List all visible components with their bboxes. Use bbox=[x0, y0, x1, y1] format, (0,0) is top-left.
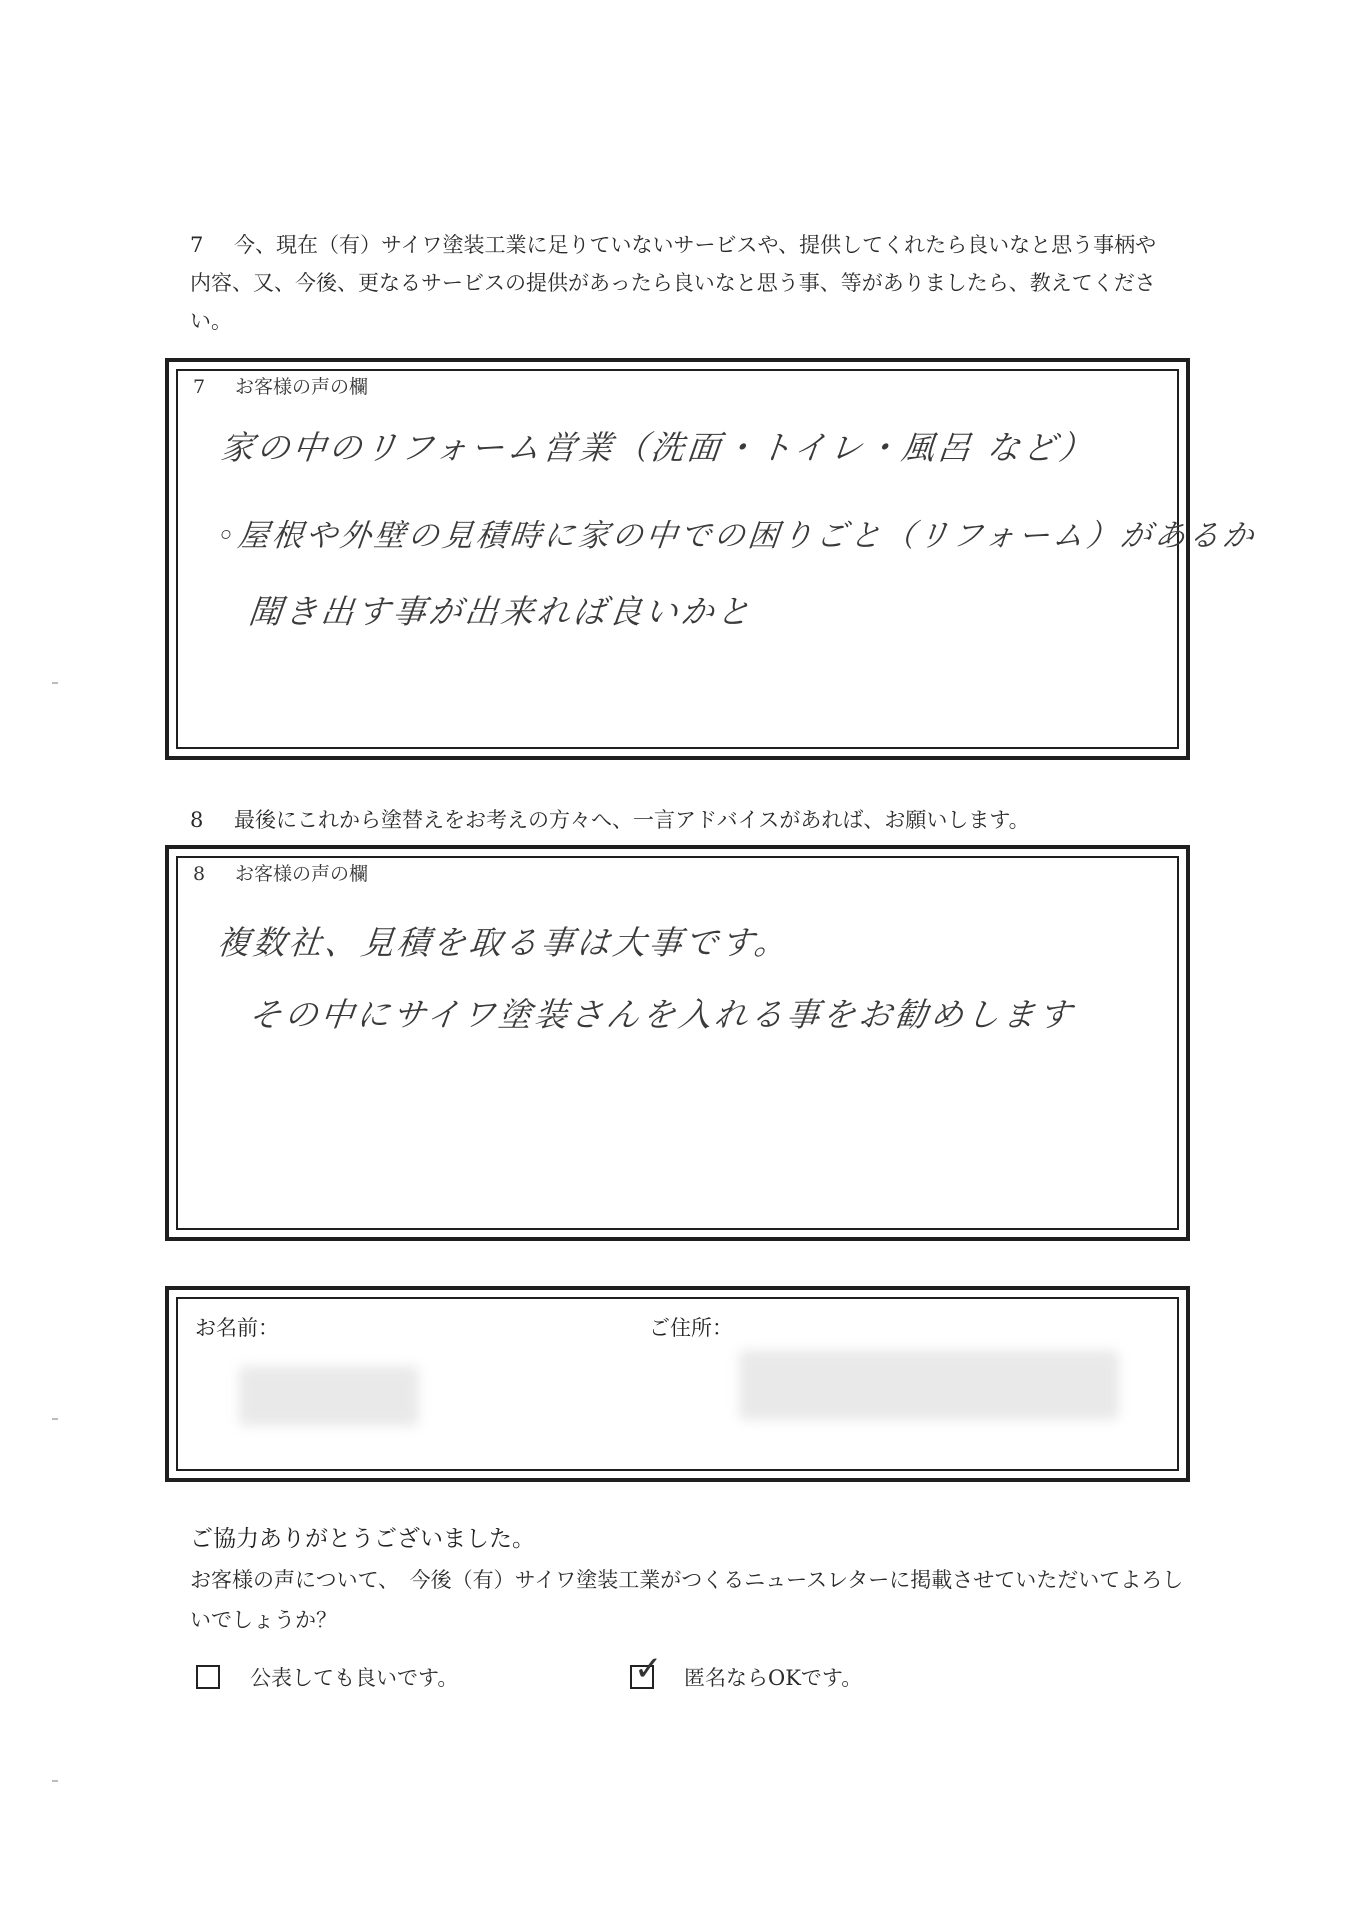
option-anonymous-label: 匿名ならOKです。 bbox=[684, 1666, 863, 1690]
checkbox-anonymous[interactable] bbox=[630, 1649, 663, 1689]
answer-box-8-inner-border bbox=[176, 856, 1179, 1230]
scan-margin-mark bbox=[52, 1418, 58, 1420]
redacted-name bbox=[239, 1366, 419, 1426]
handwritten-answer-7-line-3: 聞き出す事が出来れば良いかと bbox=[246, 592, 755, 631]
question-8 bbox=[190, 801, 1170, 839]
option-public[interactable] bbox=[196, 1662, 458, 1692]
answer-box-7-label-text: お客様の声の欄 bbox=[235, 376, 369, 398]
handwritten-answer-8-line-1: 複数社、見積を取る事は大事です。 bbox=[214, 923, 793, 962]
handwritten-answer-8-line-2: その中にサイワ塗装さんを入れる事をお勧めします bbox=[246, 995, 1077, 1034]
checkmark-icon: ✓ bbox=[634, 1649, 663, 1689]
checkbox-public[interactable] bbox=[196, 1665, 220, 1689]
question-7-number: 7 bbox=[190, 233, 204, 257]
handwritten-answer-7-line-1: 家の中のリフォーム営業（洗面・トイレ・風呂 など） bbox=[218, 428, 1098, 467]
option-anonymous[interactable] bbox=[630, 1649, 863, 1692]
scan-margin-mark bbox=[52, 682, 58, 684]
address-label: ご住所： bbox=[649, 1316, 733, 1340]
name-label: お名前： bbox=[195, 1316, 279, 1340]
question-7 bbox=[190, 226, 1170, 340]
answer-box-7-label-number: 7 bbox=[193, 376, 206, 398]
redacted-address bbox=[739, 1350, 1119, 1420]
answer-box-8 bbox=[165, 845, 1190, 1241]
answer-box-7 bbox=[165, 358, 1259, 760]
scan-margin-mark bbox=[52, 1780, 58, 1782]
answer-box-8-label-text: お客様の声の欄 bbox=[235, 863, 369, 885]
contact-box bbox=[165, 1286, 1190, 1482]
answer-box-7-label bbox=[193, 372, 368, 399]
question-8-number: 8 bbox=[190, 808, 204, 832]
handwritten-answer-7-line-2: ◦屋根や外壁の見積時に家の中での困りごと（リフォーム）があるか bbox=[214, 518, 1259, 554]
question-8-text: 最後にこれから塗替えをお考えの方々へ、一言アドバイスがあれば、お願いします。 bbox=[234, 808, 1030, 832]
question-7-text: 今、現在（有）サイワ塗装工業に足りていないサービスや、提供してくれたら良いなと思う事柄や内容、又、今後、更なるサービスの提供があったら良いなと思う事、等がありましたら、教えてください。 bbox=[190, 233, 1157, 333]
option-public-label: 公表しても良いです。 bbox=[250, 1666, 459, 1690]
answer-box-8-label bbox=[193, 859, 368, 886]
answer-box-8-label-number: 8 bbox=[193, 863, 206, 885]
thanks-message: ご協力ありがとうございました。 bbox=[190, 1526, 535, 1552]
publish-question: お客様の声について、 今後（有）サイワ塗装工業がつくるニュースレターに掲載させていただいてよろしいでしょうか？ bbox=[190, 1568, 1184, 1632]
